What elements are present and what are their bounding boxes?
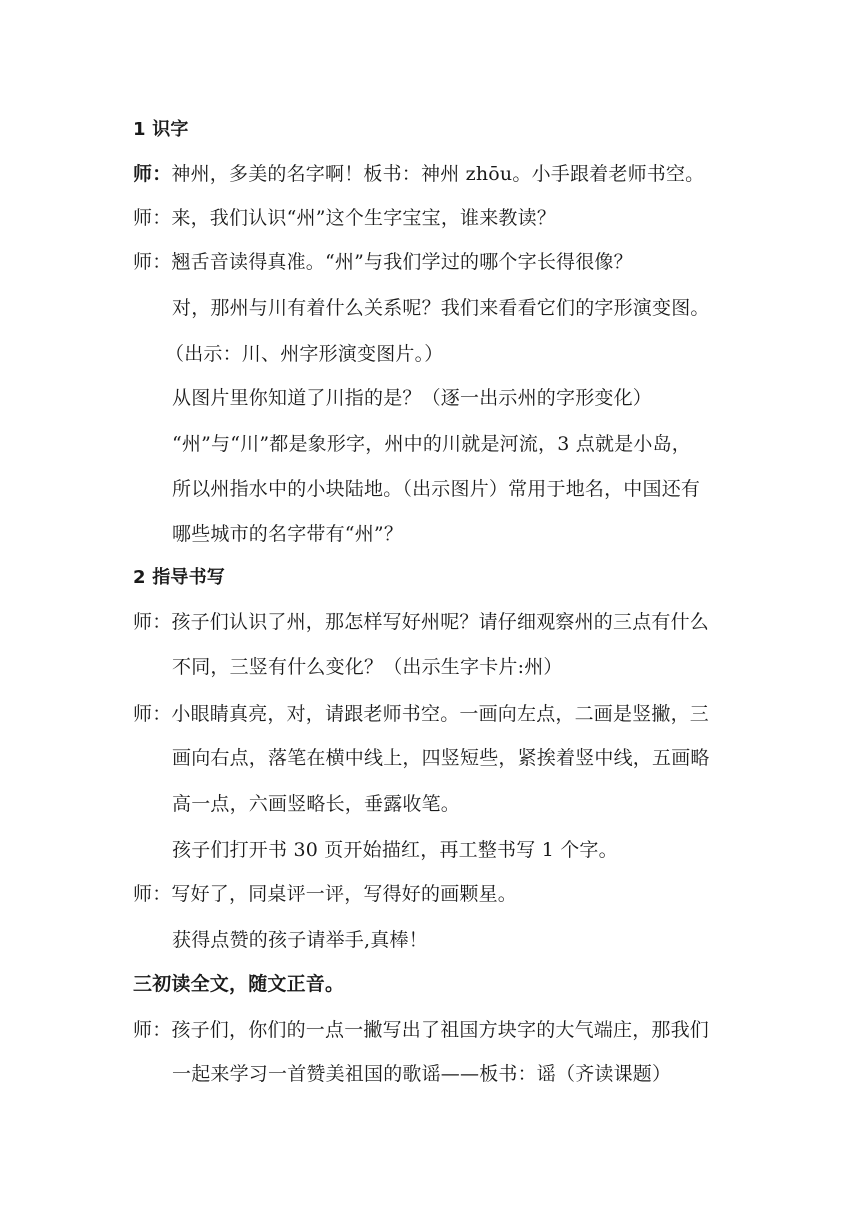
paragraph-4: 对，那州与川有着什么关系呢？我们来看看它们的字形演变图。 (172, 297, 710, 319)
section-3-title: 三初读全文，随文正音。 (133, 973, 345, 995)
paragraph-9-line-1: 师：小眼睛真亮，对，请跟老师书空。一画向左点，二画是竖撇，三 (133, 703, 710, 725)
paragraph-11: 师：写好了，同桌评一评，写得好的画颗星。 (133, 883, 518, 905)
paragraph-8-line-1: 师：孩子们认识了州，那怎样写好州呢？请仔细观察州的三点有什么 (133, 611, 710, 633)
paragraph-3: 师：翘舌音读得真准。“州”与我们学过的哪个字长得很像？ (133, 251, 633, 273)
paragraph-8-line-2: 不同，三竖有什么变化？（出示生字卡片:州） (172, 656, 563, 678)
section-2-title: 2 指导书写 (133, 567, 225, 588)
paragraph-1-text: 神州，多美的名字啊！板书：神州 zhōu。小手跟着老师书空。 (171, 163, 705, 185)
speaker-label: 师： (133, 163, 172, 185)
paragraph-9-line-3: 高一点，六画竖略长，垂露收笔。 (172, 793, 461, 815)
paragraph-6: 从图片里你知道了川指的是？（逐一出示州的字形变化） (172, 387, 653, 409)
paragraph-7-line-2: 所以州指水中的小块陆地。（出示图片）常用于地名，中国还有 (172, 478, 701, 500)
paragraph-7-line-1: “州”与“川”都是象形字，州中的川就是河流，3 点就是小岛， (172, 433, 691, 455)
paragraph-5: （出示：川、州字形演变图片。） (165, 343, 444, 365)
paragraph-2: 师：来，我们认识“州”这个生字宝宝，谁来教读？ (133, 207, 557, 229)
paragraph-7-line-3: 哪些城市的名字带有“州”？ (172, 523, 404, 545)
paragraph-10: 孩子们打开书 30 页开始描红，再工整书写 1 个字。 (172, 839, 618, 861)
paragraph-9-line-2: 画向右点，落笔在横中线上，四竖短些，紧挨着竖中线，五画略 (172, 747, 710, 769)
paragraph-1 (133, 162, 704, 186)
paragraph-13-line-1: 师：孩子们，你们的一点一撇写出了祖国方块字的大气端庄，那我们 (133, 1019, 710, 1041)
section-1-title: 1 识字 (133, 119, 189, 140)
paragraph-13-line-2: 一起来学习一首赞美祖国的歌谣——板书：谣（齐读课题） (172, 1063, 672, 1085)
paragraph-12: 获得点赞的孩子请举手,真棒！ (172, 929, 428, 951)
